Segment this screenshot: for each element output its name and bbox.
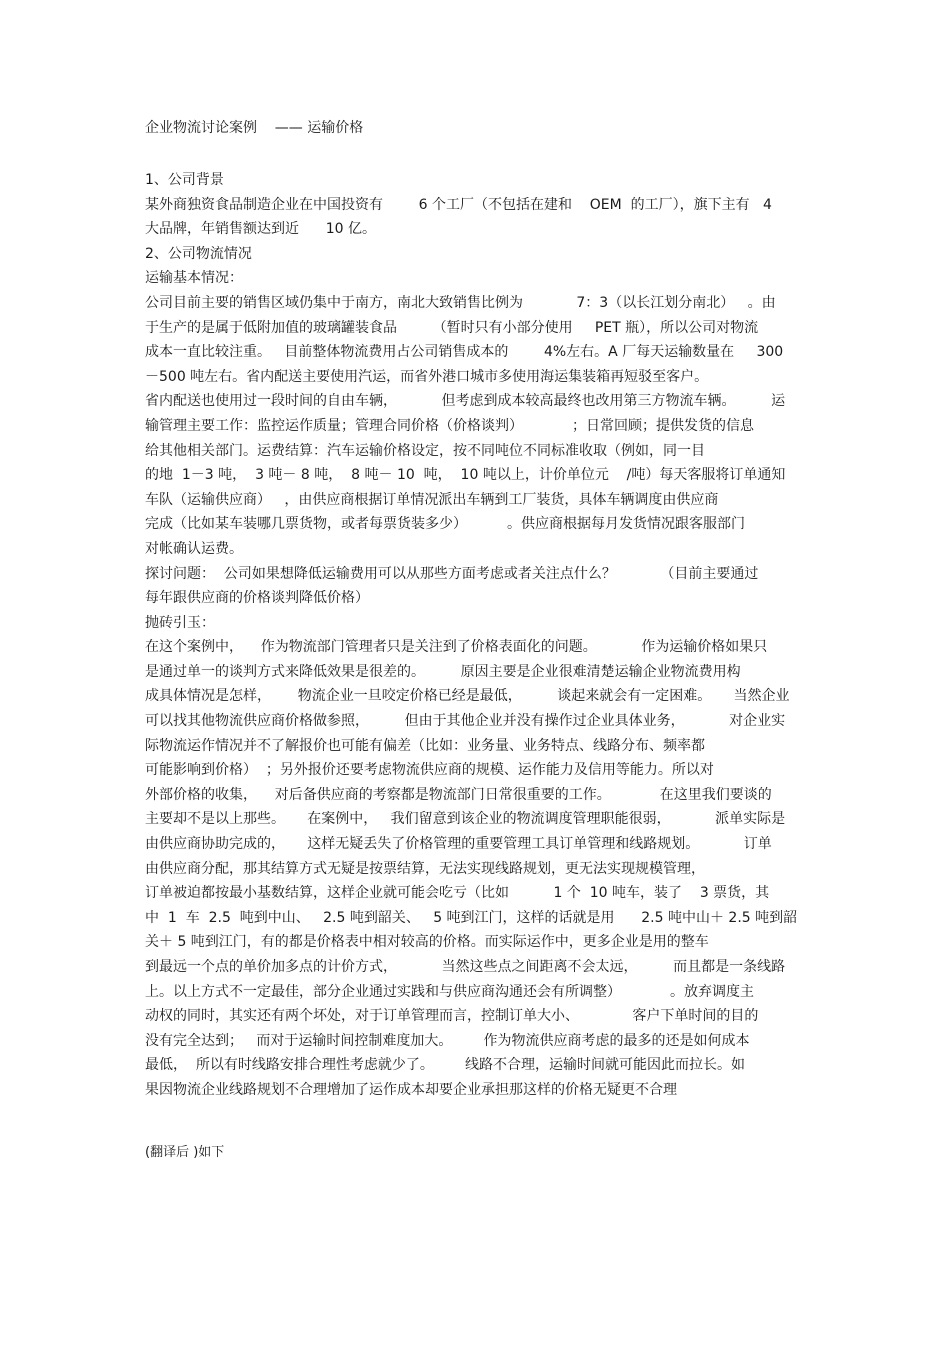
text-line: 完成（比如某车装哪几票货物，或者每票货装多少） 。供应商根据每月发货情况跟客服部门: [145, 516, 746, 533]
translation-note: (翻译后 )如下: [145, 1144, 225, 1160]
text-line: 1、公司背景: [145, 172, 224, 188]
text-line: 主要却不是以上那些。 在案例中， 我们留意到该企业的物流调度管理职能很弱， 派单实际是: [145, 811, 786, 828]
document-title: 企业物流讨论案例 —— 运输价格: [145, 120, 364, 136]
text-line: 由供应商协助完成的， 这样无疑丢失了价格管理的重要管理工具订单管理和线路规划。 订单: [145, 836, 772, 853]
text-line: 上。以上方式不一定最佳，部分企业通过实践和与供应商沟通还会有所调整） 。放弃调度主: [145, 983, 754, 1000]
text-line: 成具体情况是怎样， 物流企业一旦咬定价格已经是最低， 谈起来就会有一定困难。 当然企业: [145, 688, 790, 705]
document-text: [145, 168, 810, 1103]
text-line: 于生产的是属于低附加值的玻璃罐装食品 （暂时只有小部分使用 PET 瓶），所以公司对物流: [145, 319, 759, 336]
document-body: [145, 118, 810, 1163]
text-line: 在这个案例中， 作为物流部门管理者只是关注到了价格表面化的问题。 作为运输价格如果只: [145, 639, 768, 656]
text-line: 运输基本情况：: [145, 270, 243, 287]
text-line: 际物流运作情况并不了解报价也可能有偏差（比如：业务量、业务特点、线路分布、频率都: [145, 737, 705, 754]
text-line: 中 1 车 2.5 吨到中山、 2.5 吨到韶关、 5 吨到江门，这样的话就是用 2.5 吨中山＋ 2.5 吨到韶: [145, 909, 798, 926]
text-line: 探讨问题： 公司如果想降低运输费用可以从那些方面考虑或者关注点什么？ （目前主要通过: [145, 565, 759, 582]
text-line: －500 吨左右。省内配送主要使用汽运，而省外港口城市多使用海运集装箱再短驳至客户。: [145, 368, 709, 385]
text-line: 大品牌，年销售额达到近 10 亿。: [145, 221, 376, 238]
text-line: 由供应商分配，那其结算方式无疑是按票结算，无法实现线路规划，更无法实现规模管理，: [145, 860, 705, 877]
text-line: 到最远一个点的单价加多点的计价方式， 当然这些点之间距离不会太远， 而且都是一条线路: [145, 959, 786, 975]
text-line: 动权的同时，其实还有两个坏处，对于订单管理而言，控制订单大小、 客户下单时间的目的: [145, 1008, 759, 1025]
text-line: 可以找其他物流供应商价格做参照， 但由于其他企业并没有操作过企业具体业务， 对企业实: [145, 713, 786, 730]
text-line: 抛砖引玉：: [145, 614, 215, 631]
text-line: 最低， 所以有时线路安排合理性考虑就少了。 线路不合理，运输时间就可能因此而拉长。如: [145, 1057, 746, 1074]
text-line: 车队（运输供应商） ，由供应商根据订单情况派出车辆到工厂装货，具体车辆调度由供应商: [145, 491, 719, 508]
text-line: 省内配送也使用过一段时间的自由车辆， 但考虑到成本较高最终也改用第三方物流车辆。 运: [145, 393, 786, 410]
text-line: 给其他相关部门。运费结算：汽车运输价格设定，按不同吨位不同标准收取（例如，同一目: [145, 442, 705, 459]
text-line: 2、公司物流情况: [145, 245, 252, 262]
text-line: 关＋ 5 吨到江门，有的都是价格表中相对较高的价格。而实际运作中，更多企业是用的整车: [145, 934, 709, 951]
text-line: 的地 1－3 吨， 3 吨－ 8 吨， 8 吨－ 10 吨， 10 吨以上，计价单位元 /吨）每天客服将订单通知: [145, 467, 786, 484]
text-line: 是通过单一的谈判方式来降低效果是很差的。 原因主要是企业很难清楚运输企业物流费用构: [145, 663, 741, 680]
text-line: 每年跟供应商的价格谈判降低价格）: [145, 590, 369, 607]
text-line: 外部价格的收集， 对后备供应商的考察都是物流部门日常很重要的工作。 在这里我们要谈的: [145, 786, 772, 803]
text-line: 某外商独资食品制造企业在中国投资有 6 个工厂（不包括在建和 OEM 的工厂），旗下主有 4: [145, 196, 772, 213]
text-line: 输管理主要工作：监控运作质量；管理合同价格（价格谈判） ；日常回顾；提供发货的信息: [145, 417, 754, 434]
text-line: 果因物流企业线路规划不合理增加了运作成本却要企业承担那这样的价格无疑更不合理: [145, 1081, 677, 1098]
text-line: 公司目前主要的销售区域仍集中于南方，南北大致销售比例为 7：3（以长江划分南北） 。由: [145, 294, 776, 311]
text-line: 可能影响到价格） ；另外报价还要考虑物流供应商的规模、运作能力及信用等能力。所以对: [145, 762, 714, 779]
text-line: 对帐确认运费。: [145, 540, 243, 557]
text-line: 成本一直比较注重。 目前整体物流费用占公司销售成本的 4%左右。A 厂每天运输数量在 300: [145, 344, 784, 361]
spacer: [145, 1103, 810, 1143]
text-line: 没有完全达到； 而对于运输时间控制难度加大。 作为物流供应商考虑的最多的还是如何成本: [145, 1032, 750, 1049]
text-line: 订单被迫都按最小基数结算，这样企业就可能会吃亏（比如 1 个 10 吨车，装了 3 票货，其: [145, 885, 770, 902]
